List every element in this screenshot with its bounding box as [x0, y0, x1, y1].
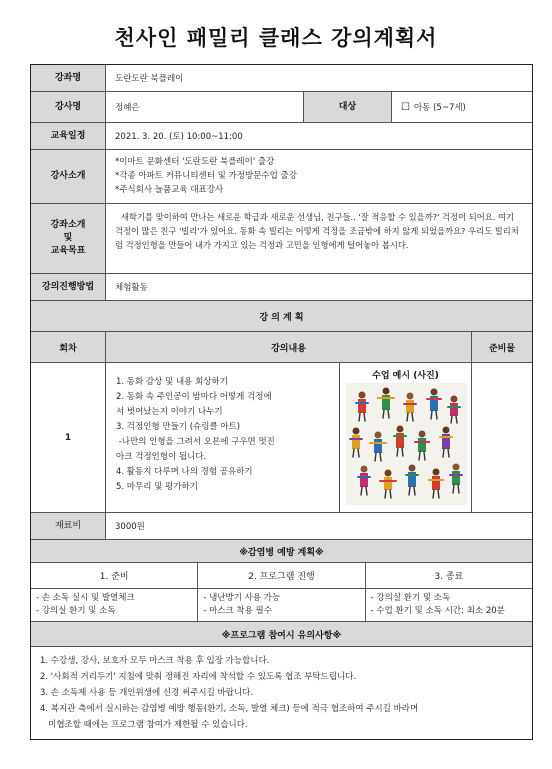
note-item: 미협조할 때에는 프로그램 참여가 제한될 수 있습니다. — [40, 720, 248, 730]
covid-item: - 수업 환기 및 소독 시간: 최소 20분 — [370, 606, 505, 616]
col-content: 강의내용 — [106, 332, 472, 362]
materials-cell — [472, 363, 532, 512]
intro-item: *각종 아파트 커뮤니티센터 및 가정방문수업 출강 — [115, 171, 297, 181]
step-item: 5. 마무리 및 평가하기 — [116, 482, 198, 492]
fee-value: 3000원 — [115, 522, 145, 532]
step-item: 4. 활동지 다루며 나의 경험 공유하기 — [116, 467, 253, 477]
note-item: 2. '사회적 거리두기' 지침에 맞춰 정해진 자리에 착석할 수 있도록 협조 부탁드립니다. — [40, 672, 357, 682]
covid-section-title: ※감염병 예방 계획※ — [31, 540, 532, 563]
checkbox-icon[interactable]: ☐ — [401, 101, 410, 113]
step-item: -나만의 인형을 그려서 오븐에 구우면 멋진 — [116, 437, 275, 447]
target-value: 아동 (5~7세) — [413, 103, 466, 113]
note-item: 3. 손 소독제 사용 등 개인위생에 신경 써주시길 바랍니다. — [40, 688, 254, 698]
course-row — [31, 65, 532, 92]
lecturer-label: 강사명 — [31, 92, 106, 122]
session-number: 1 — [31, 363, 106, 512]
covid-item: - 마스크 착용 필수 — [203, 606, 272, 616]
covid-prepare-list — [31, 589, 198, 621]
method-value: 체험활동 — [115, 283, 148, 293]
covid-item: - 강의실 환기 및 소독 — [370, 593, 451, 603]
step-item: 3. 걱정인형 만들기 (슈링클 아트) — [116, 422, 241, 432]
target-value-cell — [392, 92, 532, 122]
intro-item: *이마트 문화센터 '도란도란 북플레이' 출강 — [115, 157, 275, 167]
schedule-row — [31, 123, 532, 150]
goal-row — [31, 204, 532, 274]
intro-label: 강사소개 — [31, 150, 106, 203]
goal-label-line: 강좌소개 — [50, 220, 86, 230]
covid-items-row — [31, 589, 532, 622]
covid-progress-list — [198, 589, 365, 621]
covid-item: - 냉난방기 사용 가능 — [203, 593, 281, 603]
step-item: 2. 동화 속 주인공이 밤마다 어떻게 걱정에 — [116, 392, 272, 402]
goal-label-line: 교육목표 — [50, 246, 86, 256]
col-materials: 준비물 — [472, 332, 532, 362]
intro-list — [106, 150, 532, 203]
col-session: 회차 — [31, 332, 106, 362]
covid-item: - 손 소독 실시 및 발열체크 — [36, 593, 135, 603]
method-label: 강의진행방법 — [31, 274, 106, 300]
example-photo-box — [339, 363, 472, 512]
lecturer-row — [31, 92, 532, 123]
covid-header-row — [31, 563, 532, 589]
fee-row — [31, 513, 532, 540]
step-item: 1. 동화 감상 및 내용 회상하기 — [116, 377, 228, 387]
note-item: 1. 수강생, 강사, 보호자 모두 마스크 착용 후 입장 가능합니다. — [40, 656, 270, 666]
plan-section-title: 강 의 계 획 — [31, 301, 532, 332]
method-row — [31, 274, 532, 301]
intro-row — [31, 150, 532, 204]
step-item: 서 벗어났는지 이야기 나누기 — [116, 407, 223, 417]
fee-label: 재료비 — [31, 513, 106, 539]
notes-row — [31, 647, 532, 739]
goal-text: 새학기를 맞이하여 만나는 새로운 학급과 새로운 선생님, 친구들.. '잘 적응할 수 있을까?' 걱정이 되어요. 여기 걱정이 많은 친구 '빌리'가 있어요. 동화 속 빌리는 어떻게 걱정을 조금밖에 하지 않게 되었을까요? 우리도 빌리처럼 걱정인형을 만들어 내가 가지고 있는 걱정과 고민을 인형에게 털어놓아 봅시다. — [115, 212, 519, 250]
target-label: 대상 — [304, 92, 392, 122]
plan-document — [30, 64, 533, 740]
notes-section-title: ※프로그램 참여시 유의사항※ — [31, 622, 532, 647]
covid-end-list — [366, 589, 532, 621]
intro-item: *주식회사 늘품교육 대표강사 — [115, 185, 224, 195]
schedule-value: 2021. 3. 20. (토) 10:00~11:00 — [115, 132, 243, 142]
page-title: 천사인 패밀리 클래스 강의계획서 — [114, 26, 438, 50]
goal-label — [31, 204, 106, 273]
covid-item: - 강의실 환기 및 소독 — [36, 606, 116, 616]
schedule-label: 교육일정 — [31, 123, 106, 149]
course-label: 강좌명 — [31, 65, 106, 91]
steps-list — [106, 363, 339, 512]
note-item: 4. 복지관 측에서 실시하는 감염병 예방 행동(환기, 소독, 발열 체크) 등에 적극 협조하여 주시길 바라며 — [40, 704, 419, 714]
plan-header-row — [31, 332, 532, 363]
lecturer-value: 정혜은 — [106, 92, 304, 122]
covid-col-end: 3. 종료 — [434, 572, 464, 582]
goal-label-line: 및 — [63, 233, 73, 243]
covid-col-prepare: 1. 준비 — [31, 563, 198, 588]
worry-dolls-photo — [346, 383, 467, 505]
covid-col-progress: 2. 프로그램 진행 — [198, 563, 365, 588]
step-item: 아크 걱정인형이 됩니다. — [116, 452, 207, 462]
notes-list — [31, 647, 532, 739]
photo-title: 수업 예시 (사진) — [372, 371, 439, 381]
course-value: 도란도란 북플레이 — [115, 74, 184, 84]
plan-content-row — [31, 363, 532, 513]
